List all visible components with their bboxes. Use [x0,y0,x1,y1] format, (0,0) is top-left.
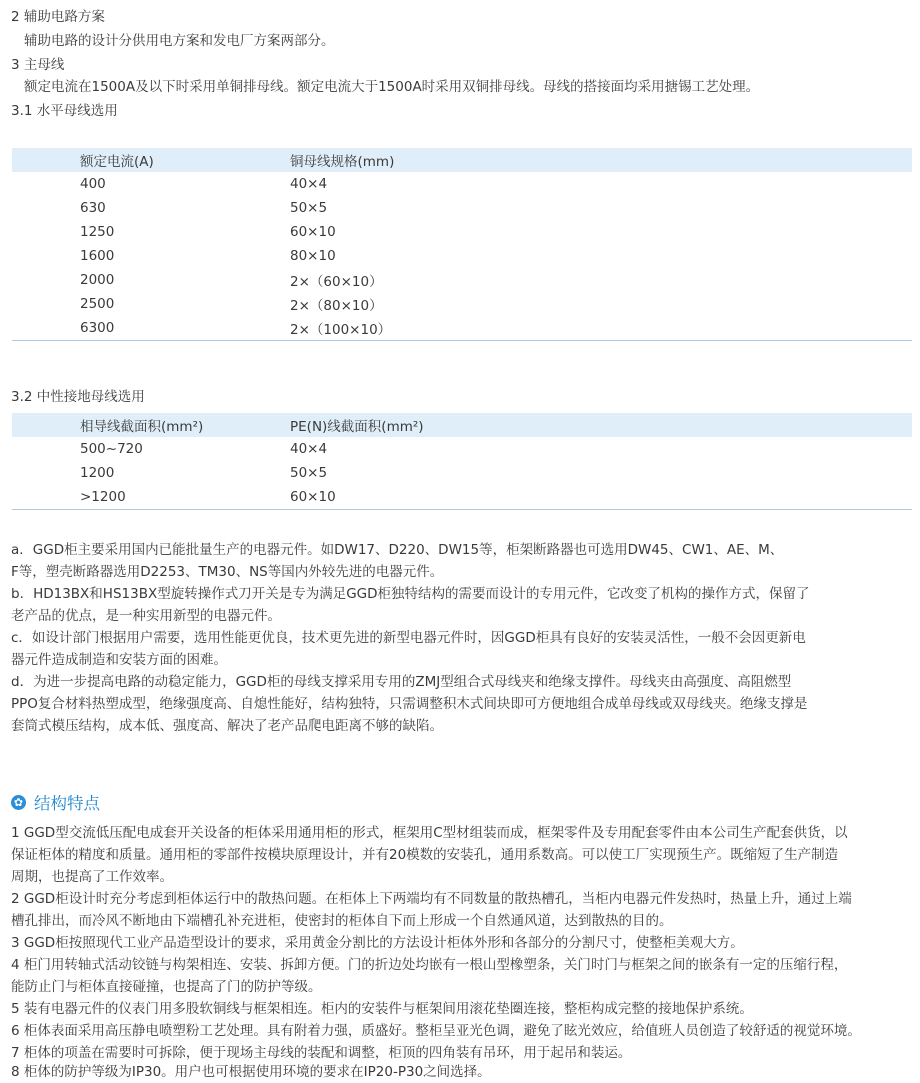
table-cell: 60×10 [290,485,912,510]
table-cell: 6300 [12,316,290,341]
table-cell: 2×（80×10） [290,298,383,314]
feature-line: 2 GGD柜设计时充分考虑到柜体运行中的散热问题。在柜体上下两端均有不同数量的散热槽孔，当柜内电器元件发热时，热量上升，通过上端 [11,891,852,907]
table-header-cell: 相导线截面积(mm²) [12,413,290,437]
table-cell: 2500 [80,296,115,312]
note-line: F等，塑壳断路器选用D2253、TM30、NS等国内外较先进的电器元件。 [11,564,444,580]
table-row [12,244,912,268]
table-cell: 50×5 [290,465,328,481]
table-cell: 400 [80,176,106,192]
note-line: PPO复合材料热塑成型，绝缘强度高、自熄性能好，结构独特，只需调整积木式间块即可方便地组合成单母线或双母线夹。绝缘支撑是 [11,696,808,712]
note-line: b．HD13BX和HS13BX型旋转操作式刀开关是专为满足GGD柜独特结构的需要而设计的专用元件，它改变了机构的操作方式，保留了 [11,586,810,602]
feature-line: 3 GGD柜按照现代工业产品造型设计的要求，采用黄金分割比的方法设计柜体外形和各部分的分割尺寸，使整柜美观大方。 [11,935,744,951]
table-row [12,292,912,316]
table-cell: 40×4 [290,176,328,192]
feature-line: 5 装有电器元件的仪表门用多股软铜线与框架相连。柜内的安装件与框架间用滚花垫圈连接，整柜构成完整的接地保护系统。 [11,1001,753,1017]
feature-line: 槽孔排出，而冷风不断地由下端槽孔补充进柜，使密封的柜体自下而上形成一个自然通风道，达到散热的目的。 [11,913,673,929]
feature-line: 6 柜体表面采用高压静电喷塑粉工艺处理。具有附着力强，质盛好。整柜呈亚光色调，避免了眩光效应，给值班人员创造了较舒适的视觉环境。 [11,1023,861,1039]
table-cell: 50×5 [290,200,328,216]
note-line: a．GGD柜主要采用国内已能批量生产的电器元件。如DW17、D220、DW15等，柜架断路器也可选用DW45、CW1、AE、M、 [11,542,784,558]
table-row [12,437,912,461]
table-cell: 500~720 [80,441,143,457]
note-line: c．如设计部门根据用户需要，选用性能更优良，技术更先进的新型电器元件时，因GGD柜具有良好的安装灵活性，一般不会因更新电 [11,630,806,646]
feature-line: 4 柜门用转轴式活动铰链与构架相连、安装、拆卸方便。门的折边处均嵌有一根山型橡塑条，关门时门与框架之间的嵌条有一定的压缩行程， [11,957,848,973]
feature-line: 能防止门与柜体直接碰撞，也提高了门的防护等级。 [11,979,322,995]
feature-line: 1 GGD型交流低压配电成套开关设备的柜体采用通用柜的形式，框架用C型材组装而成，框架零件及专用配套零件由本公司生产配套供货，以 [11,825,848,841]
table-cell: 1600 [80,248,115,264]
features-heading [11,790,100,814]
table-row [12,268,912,292]
feature-line: 周期，也提高了工作效率。 [11,869,173,885]
note-line: d．为进一步提高电路的动稳定能力，GGD柜的母线支撑采用专用的ZMJ型组合式母线夹和绝缘支撑件。母线夹由高强度、高阻燃型 [11,674,792,690]
table-row [12,461,912,485]
neutral-busbar-table [12,413,912,510]
table-header-cell: PE(N)线截面积(mm²) [290,413,912,437]
table2-title: 3.2 中性接地母线选用 [11,389,145,405]
table-row [12,316,912,341]
table-header-row [12,148,912,172]
table-header-cell: 额定电流(A) [12,148,290,172]
table-row [12,220,912,244]
section-3-title: 3 主母线 [11,57,65,73]
table-cell: 2000 [80,272,115,288]
table-cell: 80×10 [290,248,336,264]
table-cell: 2×（60×10） [290,274,383,290]
features-title: 结构特点 [34,794,100,813]
feature-line: 保证柜体的精度和质量。通用柜的零部件按模块原理设计，并有20模数的安装孔，通用系数高。可以使工厂实现预生产。既缩短了生产制造 [11,847,839,863]
feature-line: 7 柜体的项盖在需要时可拆除，便于现场主母线的装配和调整，柜顶的四角装有吊环，用于起吊和装运。 [11,1045,632,1061]
table-row [12,172,912,196]
note-line: 老产品的优点，是一种实用新型的电器元件。 [11,608,281,624]
table-cell: 40×4 [290,441,328,457]
section-3-body: 额定电流在1500A及以下时采用单铜排母线。额定电流大于1500A时采用双铜排母线。母线的搭接面均采用搪锡工艺处理。 [24,79,760,95]
table-cell: >1200 [12,485,290,510]
table-row [12,485,912,510]
table-cell: 630 [80,200,106,216]
table-header-row [12,413,912,437]
table-cell: 2×（100×10） [290,316,912,341]
table-row [12,196,912,220]
feature-line: 8 柜体的防护等级为IP30。用户也可根据使用环境的要求在IP20-P30之间选择。 [11,1064,491,1080]
section-2-body: 辅助电路的设计分供用电方案和发电厂方案两部分。 [24,33,335,49]
table-cell: 1200 [80,465,115,481]
busbar-table [12,148,912,341]
table1-title: 3.1 水平母线选用 [11,103,118,119]
section-2-title: 2 辅助电路方案 [11,9,105,25]
star-circle-icon: ✿ [11,795,26,810]
table-cell: 1250 [80,224,115,240]
table-header-cell: 铜母线规格(mm) [290,148,912,172]
table-cell: 60×10 [290,224,336,240]
note-line: 套筒式模压结构，成本低、强度高、解决了老产品爬电距离不够的缺陷。 [11,718,443,734]
note-line: 器元件造成制造和安装方面的困难。 [11,652,227,668]
